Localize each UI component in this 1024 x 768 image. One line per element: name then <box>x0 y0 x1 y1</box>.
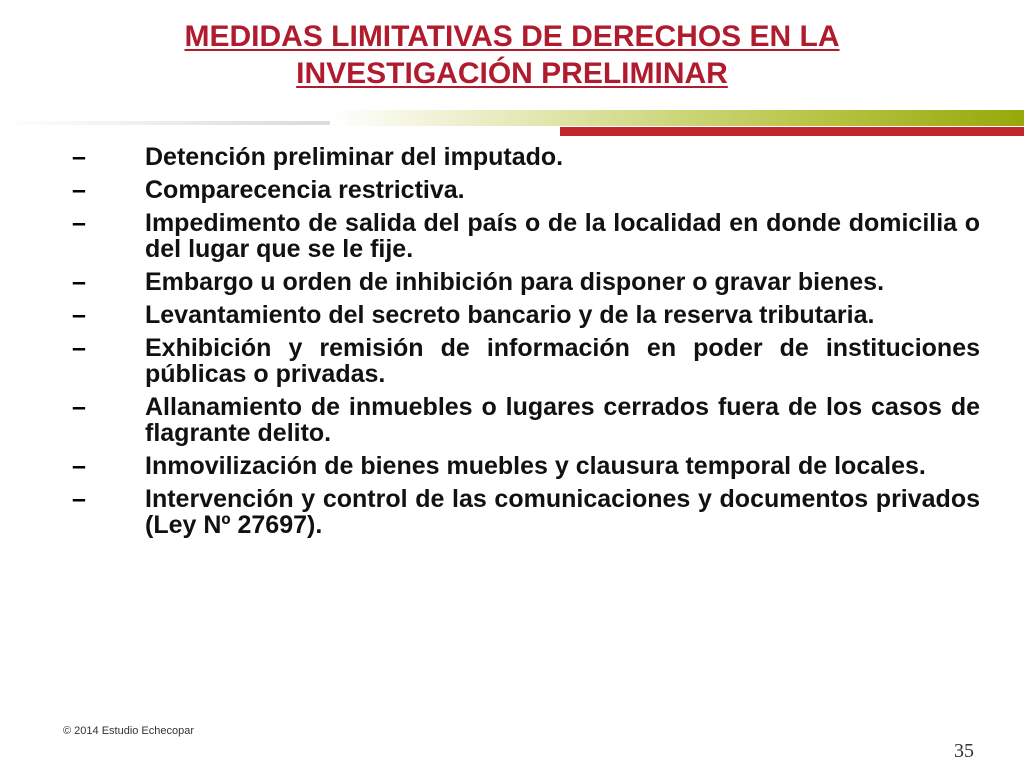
list-item-text: Embargo u orden de inhibición para disponer o gravar bienes. <box>145 268 885 296</box>
list-item-text: Intervención y control de las comunicaciones y documentos privados (Ley Nº 27697). <box>145 485 980 539</box>
bullet-dash: – <box>72 485 86 513</box>
decorative-band-red <box>560 127 1024 136</box>
decorative-band <box>0 110 1024 140</box>
bullet-dash: – <box>72 452 86 480</box>
list-item <box>72 335 980 387</box>
bullet-dash: – <box>72 176 86 204</box>
list-item-text: Impedimento de salida del país o de la localidad en donde domicilia o del lugar que se le fije. <box>145 209 980 263</box>
bullet-dash: – <box>72 143 86 171</box>
slide-title-line-2: INVESTIGACIÓN PRELIMINAR <box>296 57 728 90</box>
bullet-dash: – <box>72 393 86 421</box>
list-item <box>72 394 980 446</box>
bullet-dash: – <box>72 209 86 237</box>
bullet-dash: – <box>72 301 86 329</box>
list-item <box>72 177 980 203</box>
list-item <box>72 144 980 170</box>
measures-list <box>72 144 980 545</box>
list-item <box>72 453 980 479</box>
list-item-text: Inmovilización de bienes muebles y clausura temporal de locales. <box>145 452 926 480</box>
page-number: 35 <box>954 740 974 762</box>
list-item <box>72 302 980 328</box>
list-item-text: Detención preliminar del imputado. <box>145 143 564 171</box>
slide-title-line-1: MEDIDAS LIMITATIVAS DE DERECHOS EN LA <box>184 20 840 53</box>
bullet-dash: – <box>72 268 86 296</box>
list-item-text: Exhibición y remisión de información en poder de instituciones públicas o privadas. <box>145 334 980 388</box>
bullet-dash: – <box>72 334 86 362</box>
slide-title <box>60 18 964 92</box>
list-item <box>72 269 980 295</box>
decorative-band-green <box>330 110 1024 126</box>
list-item-text: Levantamiento del secreto bancario y de la reserva tributaria. <box>145 301 875 329</box>
list-item-text: Allanamiento de inmuebles o lugares cerrados fuera de los casos de flagrante delito. <box>145 393 980 447</box>
list-item-text: Comparecencia restrictiva. <box>145 176 465 204</box>
list-item <box>72 486 980 538</box>
list-item <box>72 210 980 262</box>
copyright-notice: © 2014 Estudio Echecopar <box>63 725 195 737</box>
